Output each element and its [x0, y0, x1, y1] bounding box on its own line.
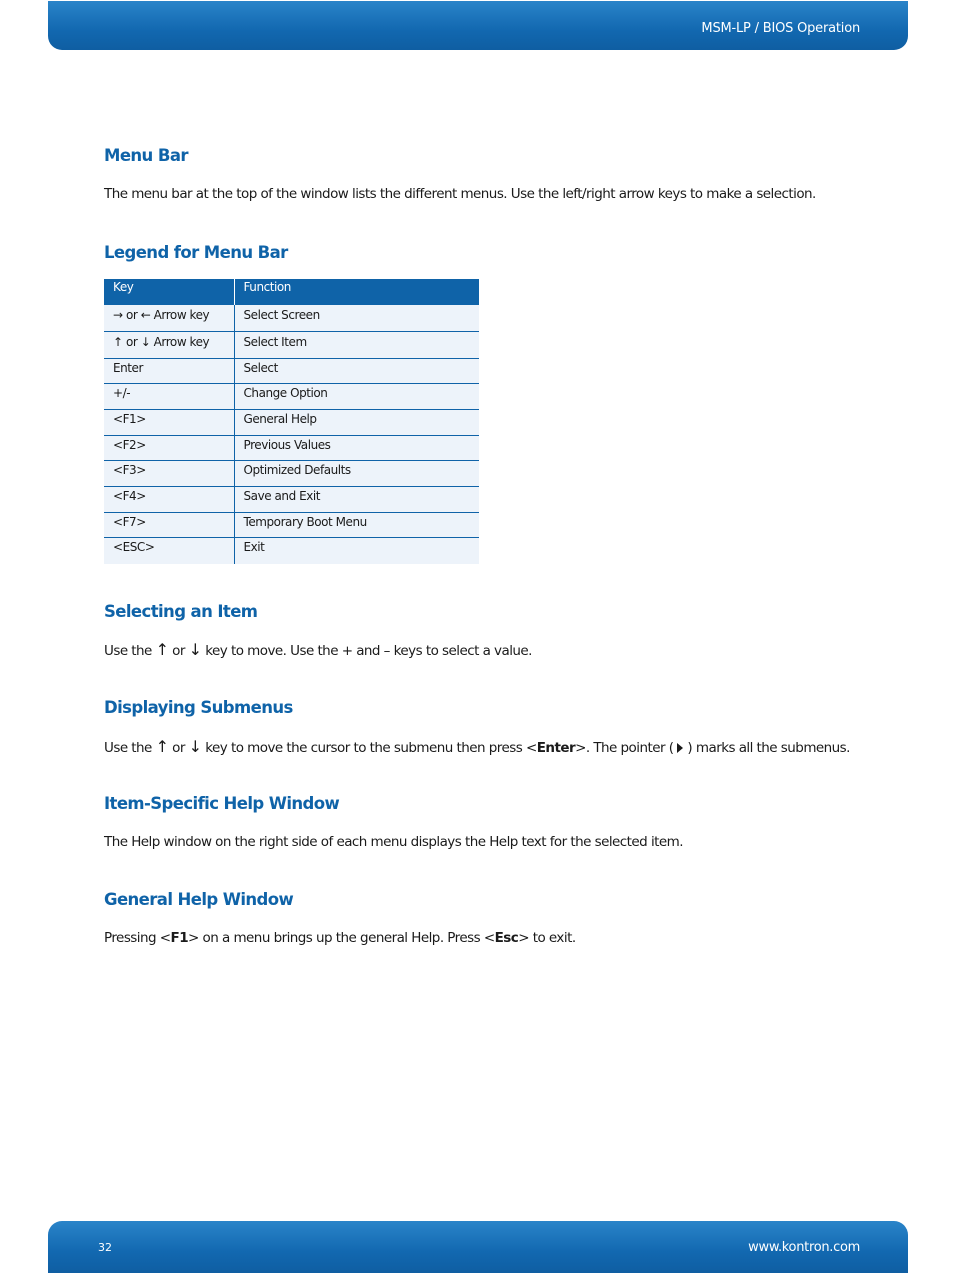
legend-function: Select	[234, 358, 479, 384]
legend-function: Select Item	[234, 331, 479, 358]
legend-key: ↑ or ↓ Arrow key	[104, 331, 234, 358]
page-number: 32	[98, 1241, 112, 1254]
esc-key-label: Esc	[494, 930, 519, 946]
text-fragment: or	[168, 740, 189, 756]
legend-function: Temporary Boot Menu	[234, 512, 479, 538]
table-row	[104, 435, 479, 461]
table-row	[104, 538, 479, 564]
table-row	[104, 486, 479, 512]
text-fragment: Pressing <	[104, 930, 171, 946]
table-row	[104, 384, 479, 410]
page-header	[48, 1, 908, 50]
down-arrow-icon: ↓	[188, 640, 202, 659]
legend-key: → or ← Arrow key	[104, 304, 234, 331]
submenus-heading: Displaying Submenus	[104, 698, 293, 717]
text-fragment: >. The pointer (	[575, 740, 674, 756]
legend-function: Change Option	[234, 384, 479, 410]
table-row	[104, 304, 479, 331]
text-fragment: Use the	[104, 643, 156, 659]
legend-function: General Help	[234, 409, 479, 435]
legend-key: <F7>	[104, 512, 234, 538]
general-help-heading: General Help Window	[104, 890, 294, 909]
header-title: MSM-LP / BIOS Operation	[701, 21, 860, 36]
legend-key: <F1>	[104, 409, 234, 435]
menu-bar-text: The menu bar at the top of the window lists the different menus. Use the left/right arrow keys to make a selection.	[104, 186, 816, 202]
legend-key: <F4>	[104, 486, 234, 512]
text-fragment: key to move. Use the + and – keys to select a value.	[201, 643, 532, 659]
legend-table	[104, 279, 479, 564]
text-fragment: > on a menu brings up the general Help. Press <	[188, 930, 495, 946]
legend-function: Exit	[234, 538, 479, 564]
submenus-text	[104, 737, 850, 756]
legend-column-key: Key	[104, 279, 234, 304]
legend-column-function: Function	[234, 279, 479, 304]
legend-key: +/-	[104, 384, 234, 410]
legend-key: <F3>	[104, 461, 234, 487]
table-row	[104, 512, 479, 538]
item-help-heading: Item-Specific Help Window	[104, 794, 340, 813]
legend-key: <F2>	[104, 435, 234, 461]
legend-table-header-row	[104, 279, 479, 304]
up-arrow-icon: ↑	[155, 737, 169, 756]
text-fragment: > to exit.	[518, 930, 576, 946]
text-fragment: or	[168, 643, 189, 659]
legend-key: Enter	[104, 358, 234, 384]
text-fragment: ) marks all the submenus.	[687, 740, 850, 756]
footer-url: www.kontron.com	[748, 1240, 860, 1255]
pointer-right-icon	[677, 743, 683, 753]
legend-function: Save and Exit	[234, 486, 479, 512]
table-row	[104, 409, 479, 435]
item-help-text: The Help window on the right side of each menu displays the Help text for the selected item.	[104, 834, 683, 850]
f1-key-label: F1	[170, 930, 189, 946]
menu-bar-heading: Menu Bar	[104, 146, 188, 165]
legend-key: <ESC>	[104, 538, 234, 564]
selecting-heading: Selecting an Item	[104, 602, 258, 621]
legend-heading: Legend for Menu Bar	[104, 243, 288, 262]
text-fragment: key to move the cursor to the submenu then press <	[201, 740, 537, 756]
text-fragment: Use the	[104, 740, 156, 756]
table-row	[104, 358, 479, 384]
legend-function: Select Screen	[234, 304, 479, 331]
page-footer	[48, 1221, 908, 1273]
table-row	[104, 331, 479, 358]
legend-function: Optimized Defaults	[234, 461, 479, 487]
selecting-text	[104, 640, 532, 659]
legend-function: Previous Values	[234, 435, 479, 461]
up-arrow-icon: ↑	[155, 640, 169, 659]
enter-key-label: Enter	[536, 740, 576, 756]
table-row	[104, 461, 479, 487]
general-help-text	[104, 930, 576, 946]
down-arrow-icon: ↓	[188, 737, 202, 756]
